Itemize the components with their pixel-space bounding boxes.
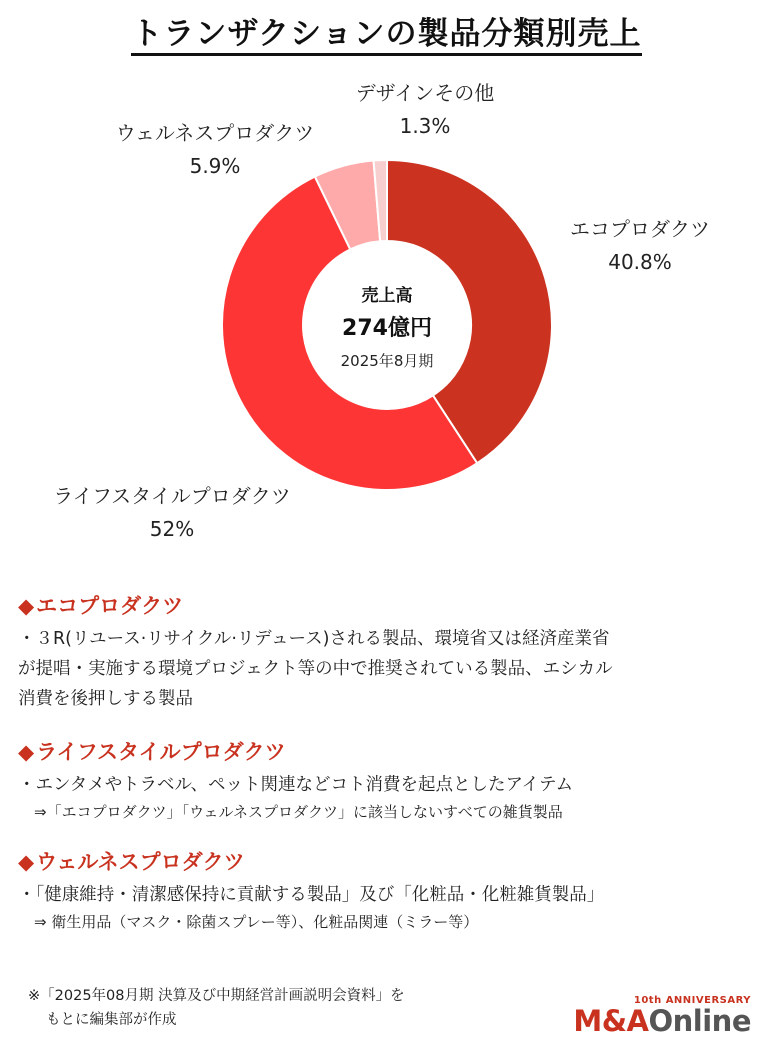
donut-chart — [0, 70, 773, 560]
section-eco — [18, 590, 763, 714]
section-line: が提唱・実施する環境プロジェクト等の中で推奨されている製品、エシカル — [18, 659, 613, 679]
section-line: ・エンタメやトラベル、ペット関連などコト消費を起点としたアイテム — [18, 775, 574, 795]
slice-percent-label: 5.9% — [189, 154, 241, 178]
section-line: ・「健康維持・清潔感保持に貢献する製品」及び「化粧品・化粧雑貨製品」 — [18, 885, 605, 905]
slice-name-label: ライフスタイルプロダクツ — [53, 484, 291, 508]
section-heading — [18, 590, 763, 620]
brand-logo — [573, 995, 751, 1036]
slice-name-label: エコプロダクツ — [570, 217, 710, 241]
source-note — [28, 984, 405, 1032]
section-heading — [18, 846, 763, 876]
slice-percent-label: 1.3% — [399, 114, 451, 138]
section-subline: ⇒ 衛生用品（マスク・除菌スプレー等）、化粧品関連（ミラー等） — [34, 913, 479, 931]
diamond-icon: ◆ — [18, 594, 35, 618]
section-heading-text: エコプロダクツ — [36, 594, 184, 618]
center-title: 売上高 — [361, 286, 413, 306]
source-note-line1: ※「2025年08月期 決算及び中期経営計画説明会資料」を — [28, 988, 405, 1004]
source-note-line2: もとに編集部が作成 — [46, 1012, 177, 1028]
brand-name-b: Online — [648, 1004, 751, 1038]
category-descriptions — [18, 590, 763, 956]
diamond-icon: ◆ — [18, 850, 35, 874]
brand-name-a: M&A — [573, 1004, 649, 1038]
section-wellness — [18, 846, 763, 934]
center-period: 2025年8月期 — [340, 352, 434, 370]
chart-title-text: トランザクションの製品分類別売上 — [131, 16, 641, 56]
chart-title — [0, 8, 773, 53]
section-subline: ⇒「エコプロダクツ」「ウェルネスプロダクツ」に該当しないすべての雑貨製品 — [34, 803, 563, 821]
section-heading-text: ライフスタイルプロダクツ — [36, 740, 286, 764]
section-lifestyle — [18, 736, 763, 824]
center-value: 274億円 — [342, 316, 432, 341]
brand-name — [573, 1006, 751, 1036]
section-line: 消費を後押しする製品 — [18, 689, 193, 709]
slice-percent-label: 40.8% — [608, 250, 672, 274]
section-line: ・３R(リユース·リサイクル·リデュース)される製品、環境省又は経済産業省 — [18, 629, 610, 649]
anniversary-text: 10th ANNIVERSARY — [633, 995, 751, 1006]
diamond-icon: ◆ — [18, 740, 35, 764]
section-heading — [18, 736, 763, 766]
section-heading-text: ウェルネスプロダクツ — [36, 850, 245, 874]
slice-name-label: ウェルネスプロダクツ — [115, 121, 315, 145]
slice-percent-label: 52% — [149, 517, 195, 541]
slice-name-label: デザインその他 — [355, 81, 495, 105]
